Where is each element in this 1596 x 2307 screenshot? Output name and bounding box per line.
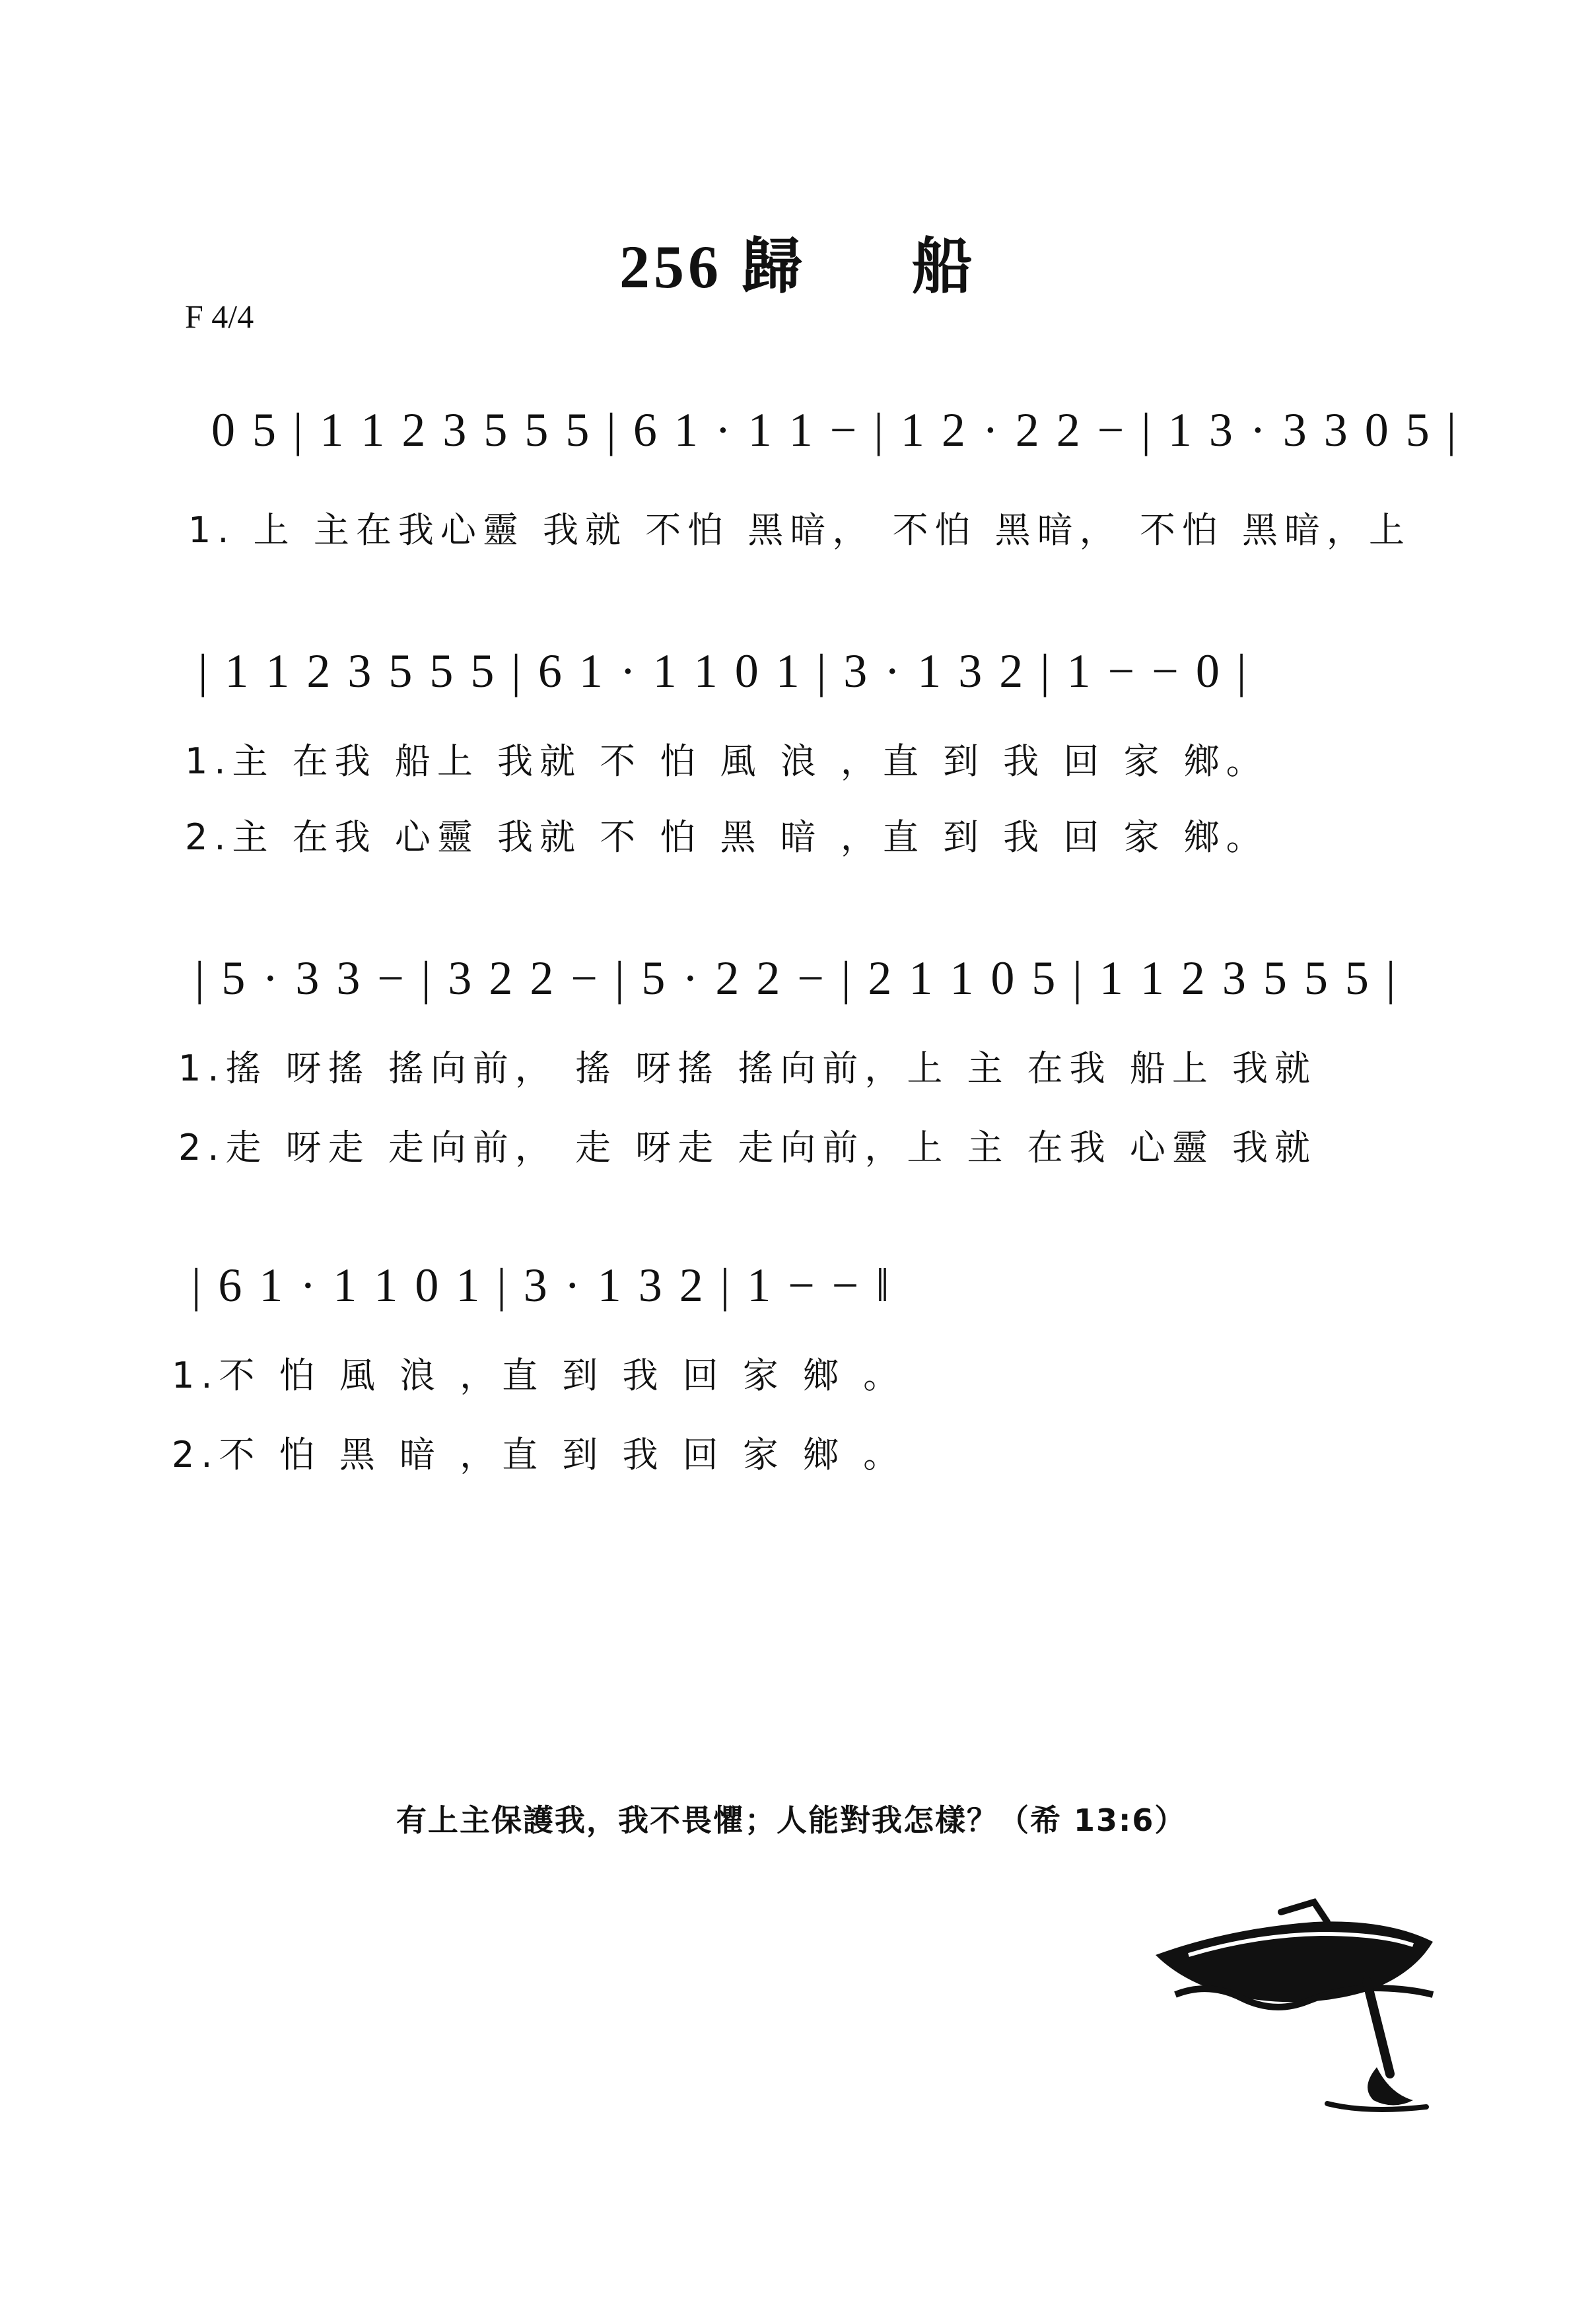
notation-line-4: | 6 1 · 1 1 0 1 | 3 · 1 3 2 | 1 − − ‖ <box>191 1259 892 1312</box>
notation-line-1: 0 5 | 1 1 2 3 5 5 5 | 6 1 · 1 1 − | 1 2 · 2 2 − | 1 3 · 3 3 0 5 | <box>211 404 1459 456</box>
title-word-2: 船 <box>912 233 977 301</box>
notation-line-3: | 5 · 3 3 − | 3 2 2 − | 5 · 2 2 − | 2 1 1 0 5 | 1 1 2 3 5 5 5 | <box>195 952 1399 1005</box>
key-signature: F 4/4 <box>185 298 254 335</box>
lyric-line-2-verse-2: 2.主 在我 心靈 我就 不 怕 黑 暗 ，直 到 我 回 家 鄉。 <box>185 816 1268 858</box>
hymn-title <box>0 218 1596 305</box>
lyric-line-2-verse-1: 1.主 在我 船上 我就 不 怕 風 浪 ，直 到 我 回 家 鄉。 <box>185 740 1268 782</box>
hymn-number: 256 <box>619 233 722 301</box>
footer-scripture: 有上主保護我，我不畏懼；人能對我怎樣？（希 13:6） <box>396 1802 1187 1838</box>
rowboat-with-oar-icon <box>1149 1882 1440 2120</box>
notation-line-2: | 1 1 2 3 5 5 5 | 6 1 · 1 1 0 1 | 3 · 1 3 2 | 1 − − 0 | <box>198 645 1249 697</box>
title-word-1: 歸 <box>741 233 806 301</box>
lyric-line-4-verse-2: 2.不 怕 黑 暗 ，直 到 我 回 家 鄉 。 <box>172 1434 906 1475</box>
lyric-line-1-verse-1: 1. 上 主在我心靈 我就 不怕 黑暗， 不怕 黑暗， 不怕 黑暗，上 <box>188 509 1412 551</box>
lyric-line-3-verse-2: 2.走 呀走 走向前， 走 呀走 走向前，上 主 在我 心靈 我就 <box>178 1127 1317 1168</box>
lyric-line-3-verse-1: 1.搖 呀搖 搖向前， 搖 呀搖 搖向前，上 主 在我 船上 我就 <box>178 1047 1317 1089</box>
lyric-line-4-verse-1: 1.不 怕 風 浪 ，直 到 我 回 家 鄉 。 <box>172 1355 906 1396</box>
